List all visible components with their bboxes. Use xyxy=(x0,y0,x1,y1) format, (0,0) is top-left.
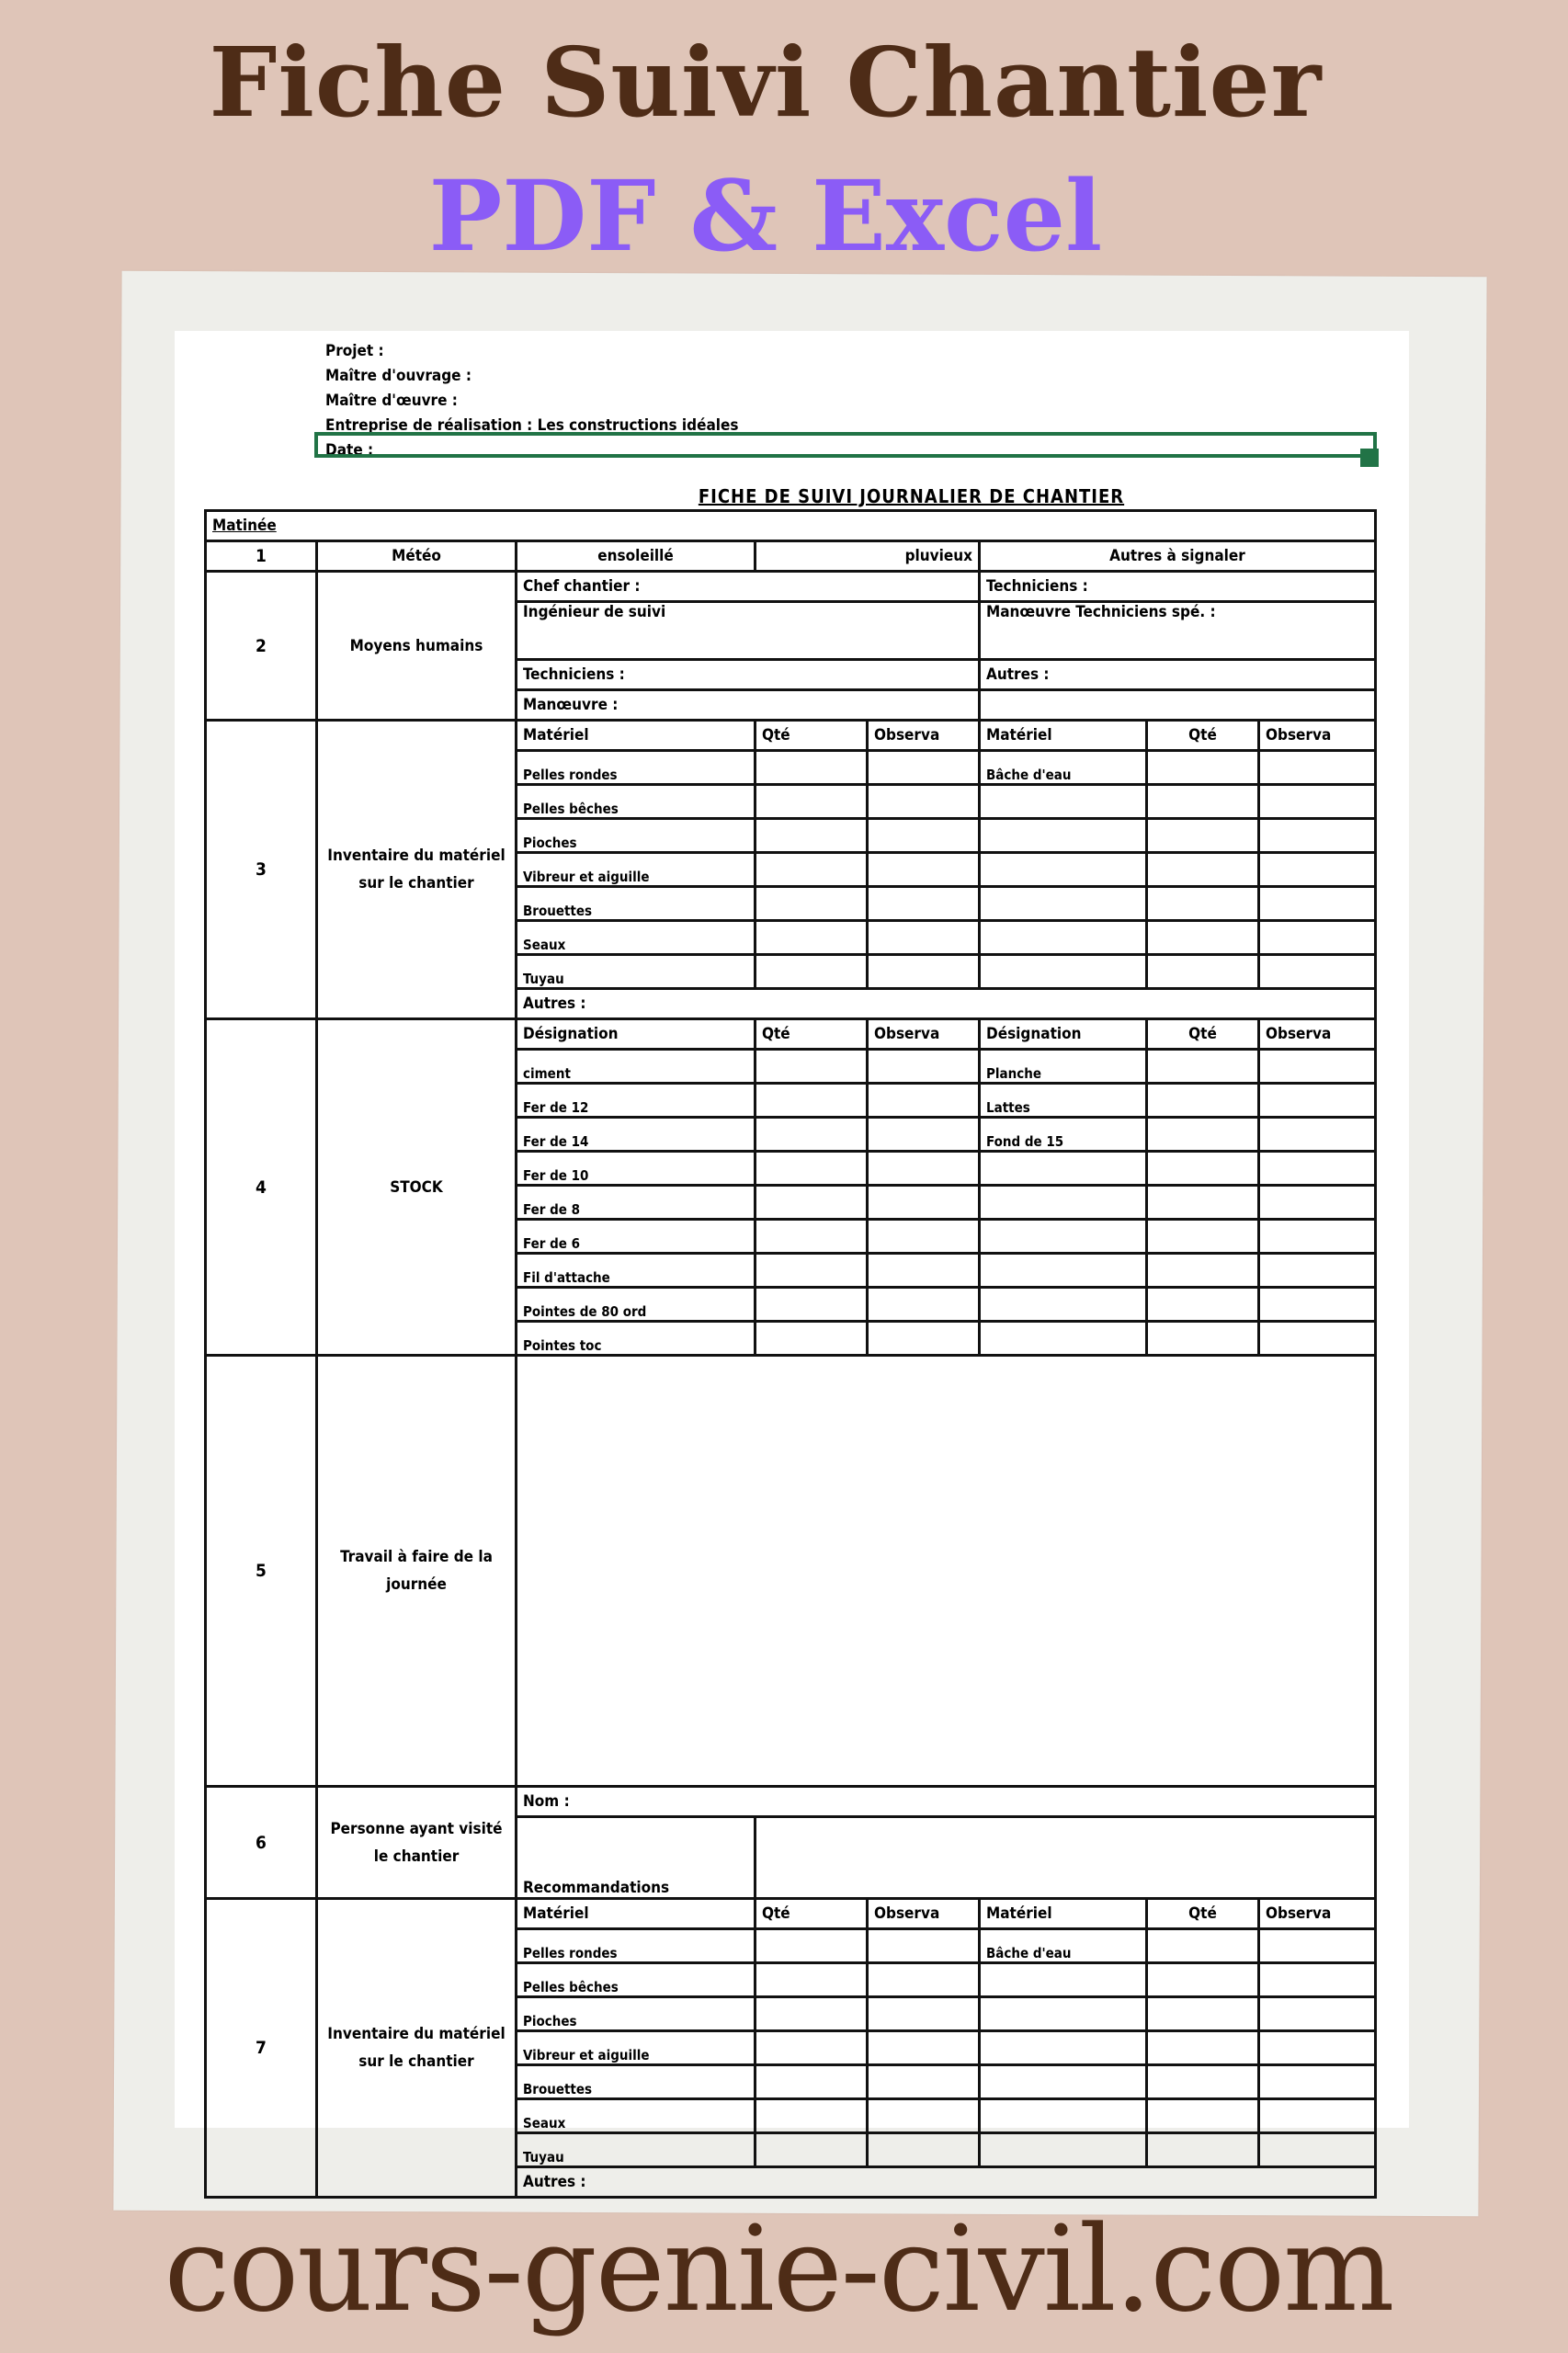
observation-cell[interactable] xyxy=(868,1997,980,2031)
item-name[interactable]: Pelles bêches xyxy=(517,785,756,819)
observation-cell[interactable] xyxy=(868,1254,980,1288)
col-header-qty: Qté xyxy=(1147,1899,1259,1929)
observation-cell[interactable] xyxy=(868,887,980,921)
qty-cell[interactable] xyxy=(1147,1288,1259,1322)
spreadsheet-sheet xyxy=(175,331,1409,2191)
observation-cell[interactable] xyxy=(1259,819,1376,853)
field-technicians[interactable]: Techniciens : xyxy=(980,572,1376,602)
others-field[interactable]: Autres : xyxy=(517,2167,1376,2198)
col-header-item: Matériel xyxy=(517,721,756,751)
col-header-item: Désignation xyxy=(980,1019,1147,1050)
item-name[interactable]: Fer de 6 xyxy=(517,1220,756,1254)
item-name[interactable]: Bâche d'eau xyxy=(980,751,1147,785)
observation-cell[interactable] xyxy=(868,2099,980,2133)
others-field[interactable]: Autres : xyxy=(517,989,1376,1019)
col-header-qty: Qté xyxy=(756,721,868,751)
qty-cell[interactable] xyxy=(756,2099,868,2133)
observation-cell[interactable] xyxy=(1259,1186,1376,1220)
item-name[interactable]: Seaux xyxy=(517,921,756,955)
meta-contractor[interactable]: Entreprise de réalisation : Les constructions idéales xyxy=(325,416,739,435)
qty-cell[interactable] xyxy=(1147,955,1259,989)
observation-cell[interactable] xyxy=(868,1118,980,1152)
website-footer[interactable]: cours-genie-civil.com xyxy=(164,2201,1393,2338)
recommendations-area[interactable] xyxy=(756,1817,1376,1899)
section-label-weather: Météo xyxy=(317,541,517,572)
item-name[interactable]: Vibreur et aiguille xyxy=(517,853,756,887)
qty-cell[interactable] xyxy=(756,1322,868,1356)
weather-other[interactable]: Autres à signaler xyxy=(980,541,1376,572)
empty-cell[interactable] xyxy=(980,690,1376,721)
section-label: STOCK xyxy=(317,1019,517,1356)
observation-cell[interactable] xyxy=(1259,1322,1376,1356)
observation-cell[interactable] xyxy=(1259,2099,1376,2133)
observation-cell[interactable] xyxy=(868,1152,980,1186)
qty-cell[interactable] xyxy=(756,1254,868,1288)
qty-cell[interactable] xyxy=(756,1084,868,1118)
observation-cell[interactable] xyxy=(868,921,980,955)
item-name[interactable] xyxy=(980,1152,1147,1186)
item-name[interactable] xyxy=(980,1254,1147,1288)
item-name[interactable]: Brouettes xyxy=(517,887,756,921)
observation-cell[interactable] xyxy=(1259,853,1376,887)
qty-cell[interactable] xyxy=(1147,1929,1259,1963)
item-name[interactable]: ciment xyxy=(517,1050,756,1084)
item-name[interactable]: Seaux xyxy=(517,2099,756,2133)
section-number: 4 xyxy=(206,1019,317,1356)
col-header-observation: Observa xyxy=(868,1899,980,1929)
observation-cell[interactable] xyxy=(868,785,980,819)
item-name[interactable]: Tuyau xyxy=(517,955,756,989)
qty-cell[interactable] xyxy=(1147,2099,1259,2133)
item-name[interactable] xyxy=(980,853,1147,887)
section-label: Inventaire du matériel sur le chantier xyxy=(317,721,517,1019)
col-header-observation: Observa xyxy=(1259,1899,1376,1929)
banner-subtitle: PDF & Excel xyxy=(428,158,1103,273)
col-header-observation: Observa xyxy=(868,1019,980,1050)
qty-cell[interactable] xyxy=(756,819,868,853)
section-number: 1 xyxy=(206,541,317,572)
observation-cell[interactable] xyxy=(1259,2065,1376,2099)
item-name[interactable] xyxy=(980,955,1147,989)
observation-cell[interactable] xyxy=(868,2031,980,2065)
item-name[interactable]: Fer de 14 xyxy=(517,1118,756,1152)
item-name[interactable] xyxy=(980,2065,1147,2099)
item-name[interactable] xyxy=(980,1220,1147,1254)
qty-cell[interactable] xyxy=(1147,1050,1259,1084)
observation-cell[interactable] xyxy=(1259,751,1376,785)
section-number: 5 xyxy=(206,1356,317,1787)
item-name[interactable] xyxy=(980,1322,1147,1356)
item-name[interactable] xyxy=(980,921,1147,955)
qty-cell[interactable] xyxy=(1147,2065,1259,2099)
item-name[interactable]: Pelles rondes xyxy=(517,1929,756,1963)
qty-cell[interactable] xyxy=(1147,1254,1259,1288)
item-name[interactable]: Fer de 10 xyxy=(517,1152,756,1186)
item-name[interactable]: Pointes de 80 ord xyxy=(517,1288,756,1322)
section-label-work-of-day: Travail à faire de la journée xyxy=(317,1356,517,1787)
qty-cell[interactable] xyxy=(1147,785,1259,819)
observation-cell[interactable] xyxy=(1259,1152,1376,1186)
item-name[interactable] xyxy=(980,887,1147,921)
item-name[interactable]: Pioches xyxy=(517,1997,756,2031)
item-name[interactable] xyxy=(980,1963,1147,1997)
qty-cell[interactable] xyxy=(756,1220,868,1254)
item-name[interactable] xyxy=(980,1186,1147,1220)
section-number: 3 xyxy=(206,721,317,1019)
qty-cell[interactable] xyxy=(1147,1963,1259,1997)
meta-owner[interactable]: Maître d'ouvrage : xyxy=(325,367,472,385)
item-name[interactable]: Lattes xyxy=(980,1084,1147,1118)
observation-cell[interactable] xyxy=(868,955,980,989)
qty-cell[interactable] xyxy=(756,2133,868,2167)
observation-cell[interactable] xyxy=(1259,955,1376,989)
col-header-qty: Qté xyxy=(1147,721,1259,751)
observation-cell[interactable] xyxy=(868,819,980,853)
item-name[interactable] xyxy=(980,2099,1147,2133)
visitor-name-field[interactable]: Nom : xyxy=(517,1787,1376,1817)
observation-cell[interactable] xyxy=(868,1050,980,1084)
work-of-day-area[interactable] xyxy=(517,1356,1376,1787)
observation-cell[interactable] xyxy=(1259,1963,1376,1997)
qty-cell[interactable] xyxy=(756,1118,868,1152)
item-name[interactable]: Fer de 12 xyxy=(517,1084,756,1118)
fill-handle[interactable] xyxy=(1360,449,1379,467)
meta-date[interactable]: Date : xyxy=(325,441,374,460)
col-header-item: Matériel xyxy=(517,1899,756,1929)
field-site-manager[interactable]: Chef chantier : xyxy=(517,572,980,602)
observation-cell[interactable] xyxy=(868,853,980,887)
field-technicians-2[interactable]: Techniciens : xyxy=(517,660,980,690)
observation-cell[interactable] xyxy=(868,1288,980,1322)
qty-cell[interactable] xyxy=(756,785,868,819)
observation-cell[interactable] xyxy=(868,2133,980,2167)
observation-cell[interactable] xyxy=(1259,2031,1376,2065)
col-header-observation: Observa xyxy=(868,721,980,751)
item-name[interactable] xyxy=(980,1997,1147,2031)
weather-rainy[interactable]: pluvieux xyxy=(756,541,980,572)
observation-cell[interactable] xyxy=(1259,2133,1376,2167)
section-label-human-resources: Moyens humains xyxy=(317,572,517,721)
qty-cell[interactable] xyxy=(1147,1152,1259,1186)
qty-cell[interactable] xyxy=(756,887,868,921)
item-name[interactable]: Pointes toc xyxy=(517,1322,756,1356)
observation-cell[interactable] xyxy=(868,2065,980,2099)
section-number: 2 xyxy=(206,572,317,721)
selected-cell-outline[interactable] xyxy=(314,432,1377,458)
observation-cell[interactable] xyxy=(1259,921,1376,955)
meta-project[interactable]: Projet : xyxy=(325,342,384,360)
observation-cell[interactable] xyxy=(868,1322,980,1356)
item-name[interactable]: Vibreur et aiguille xyxy=(517,2031,756,2065)
observation-cell[interactable] xyxy=(868,1220,980,1254)
qty-cell[interactable] xyxy=(756,2065,868,2099)
observation-cell[interactable] xyxy=(868,1963,980,1997)
banner-title: Fiche Suivi Chantier xyxy=(209,26,1323,139)
item-name[interactable]: Tuyau xyxy=(517,2133,756,2167)
col-header-observation: Observa xyxy=(1259,1019,1376,1050)
item-name[interactable]: Fer de 8 xyxy=(517,1186,756,1220)
section-number: 6 xyxy=(206,1787,317,1899)
field-engineer[interactable]: Ingénieur de suivi xyxy=(517,602,980,660)
period-header: Matinée xyxy=(206,511,1376,541)
qty-cell[interactable] xyxy=(756,1152,868,1186)
observation-cell[interactable] xyxy=(1259,1084,1376,1118)
qty-cell[interactable] xyxy=(1147,887,1259,921)
field-specialist-laborers[interactable]: Manœuvre Techniciens spé. : xyxy=(980,602,1376,660)
item-name[interactable]: Pioches xyxy=(517,819,756,853)
col-header-item: Désignation xyxy=(517,1019,756,1050)
col-header-qty: Qté xyxy=(756,1899,868,1929)
qty-cell[interactable] xyxy=(1147,853,1259,887)
qty-cell[interactable] xyxy=(756,1186,868,1220)
qty-cell[interactable] xyxy=(1147,1118,1259,1152)
qty-cell[interactable] xyxy=(1147,819,1259,853)
recommendations-label: Recommandations xyxy=(517,1817,756,1899)
observation-cell[interactable] xyxy=(1259,1050,1376,1084)
qty-cell[interactable] xyxy=(1147,1322,1259,1356)
qty-cell[interactable] xyxy=(1147,1220,1259,1254)
item-name[interactable] xyxy=(980,2031,1147,2065)
qty-cell[interactable] xyxy=(1147,751,1259,785)
observation-cell[interactable] xyxy=(868,751,980,785)
col-header-item: Matériel xyxy=(980,721,1147,751)
observation-cell[interactable] xyxy=(1259,1929,1376,1963)
daily-report-table xyxy=(204,509,1377,2199)
col-header-item: Matériel xyxy=(980,1899,1147,1929)
qty-cell[interactable] xyxy=(1147,1084,1259,1118)
col-header-observation: Observa xyxy=(1259,721,1376,751)
observation-cell[interactable] xyxy=(1259,1997,1376,2031)
qty-cell[interactable] xyxy=(1147,1997,1259,2031)
qty-cell[interactable] xyxy=(756,1929,868,1963)
qty-cell[interactable] xyxy=(756,1963,868,1997)
qty-cell[interactable] xyxy=(756,751,868,785)
section-label: Inventaire du matériel sur le chantier xyxy=(317,1899,517,2198)
qty-cell[interactable] xyxy=(1147,2133,1259,2167)
observation-cell[interactable] xyxy=(868,1929,980,1963)
item-name[interactable]: Pelles rondes xyxy=(517,751,756,785)
qty-cell[interactable] xyxy=(1147,2031,1259,2065)
section-label-visitor: Personne ayant visité le chantier xyxy=(317,1787,517,1899)
observation-cell[interactable] xyxy=(1259,785,1376,819)
field-others[interactable]: Autres : xyxy=(980,660,1376,690)
item-name[interactable] xyxy=(980,785,1147,819)
item-name[interactable]: Fil d'attache xyxy=(517,1254,756,1288)
observation-cell[interactable] xyxy=(1259,1288,1376,1322)
observation-cell[interactable] xyxy=(868,1186,980,1220)
qty-cell[interactable] xyxy=(756,853,868,887)
observation-cell[interactable] xyxy=(1259,1254,1376,1288)
observation-cell[interactable] xyxy=(1259,1220,1376,1254)
item-name[interactable]: Brouettes xyxy=(517,2065,756,2099)
observation-cell[interactable] xyxy=(1259,887,1376,921)
qty-cell[interactable] xyxy=(756,1050,868,1084)
section-number: 7 xyxy=(206,1899,317,2198)
qty-cell[interactable] xyxy=(756,921,868,955)
qty-cell[interactable] xyxy=(1147,921,1259,955)
qty-cell[interactable] xyxy=(756,955,868,989)
qty-cell[interactable] xyxy=(756,2031,868,2065)
item-name[interactable] xyxy=(980,2133,1147,2167)
item-name[interactable]: Planche xyxy=(980,1050,1147,1084)
item-name[interactable]: Bâche d'eau xyxy=(980,1929,1147,1963)
col-header-qty: Qté xyxy=(756,1019,868,1050)
qty-cell[interactable] xyxy=(756,1997,868,2031)
qty-cell[interactable] xyxy=(1147,1186,1259,1220)
qty-cell[interactable] xyxy=(756,1288,868,1322)
col-header-qty: Qté xyxy=(1147,1019,1259,1050)
sheet-title: FICHE DE SUIVI JOURNALIER DE CHANTIER xyxy=(698,485,1125,507)
observation-cell[interactable] xyxy=(1259,1118,1376,1152)
field-laborers[interactable]: Manœuvre : xyxy=(517,690,980,721)
item-name[interactable] xyxy=(980,819,1147,853)
item-name[interactable]: Pelles bêches xyxy=(517,1963,756,1997)
observation-cell[interactable] xyxy=(868,1084,980,1118)
item-name[interactable] xyxy=(980,1288,1147,1322)
weather-sunny[interactable]: ensoleillé xyxy=(517,541,756,572)
meta-project-manager[interactable]: Maître d'œuvre : xyxy=(325,392,458,410)
item-name[interactable]: Fond de 15 xyxy=(980,1118,1147,1152)
